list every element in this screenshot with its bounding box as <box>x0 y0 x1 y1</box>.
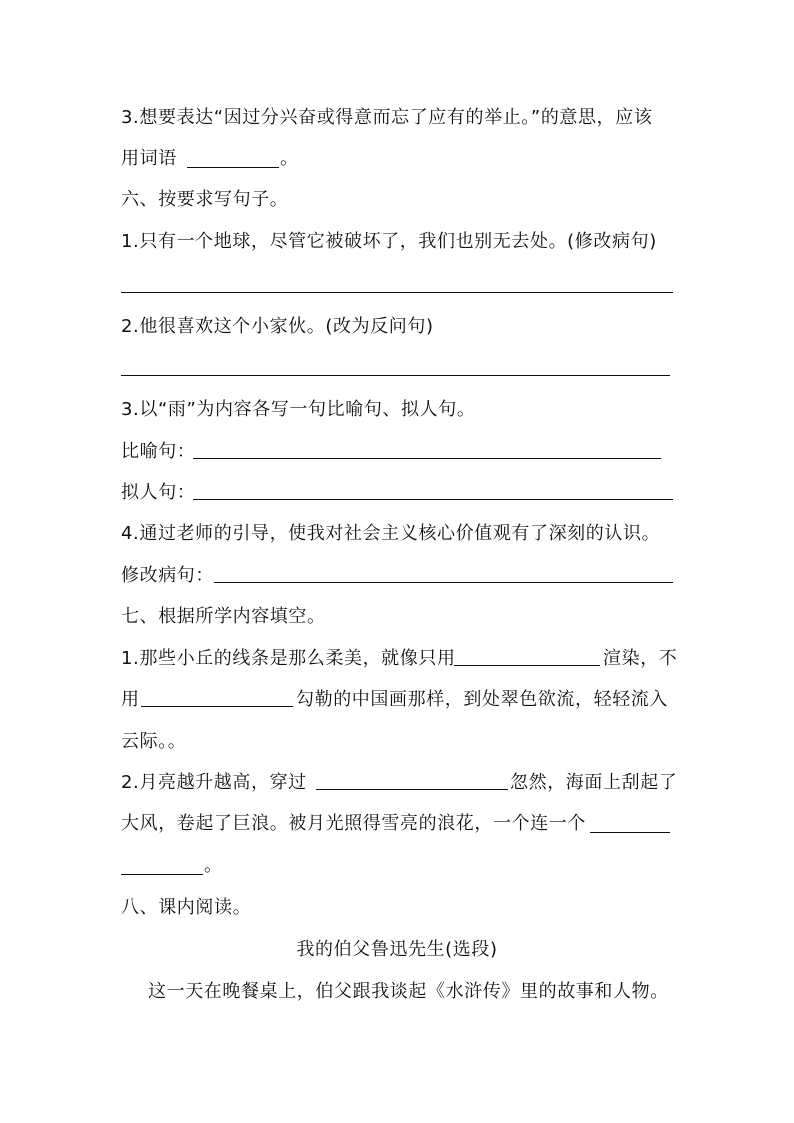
q5-3-line1: 3.想要表达“因过分兴奋或得意而忘了应有的举止。”的意思，应该 <box>121 107 653 128</box>
q6-3-personification-answer-line[interactable] <box>193 499 673 500</box>
q7-1-line3: 云际。。 <box>121 731 187 752</box>
q6-3-simile-label: 比喻句： <box>121 441 196 462</box>
q6-4-fix-label: 修改病句： <box>121 565 214 586</box>
q6-4-prompt: 4.通过老师的引导，使我对社会主义核心价值观有了深刻的认识。 <box>121 523 661 544</box>
q6-3-prompt: 3.以“雨”为内容各写一句比喻句、拟人句。 <box>121 399 476 420</box>
q6-1-prompt: 1.只有一个地球，尽管它被破坏了，我们也别无去处。(修改病句) <box>121 231 657 252</box>
q7-2-blank-2b[interactable] <box>121 874 203 875</box>
passage-title: 我的伯父鲁迅先生(选段) <box>296 939 498 960</box>
passage-paragraph-line1: 这一天在晚餐桌上，伯父跟我谈起《水浒传》里的故事和人物。 <box>148 981 669 1002</box>
section-6-title: 六、按要求写句子。 <box>121 189 289 210</box>
q6-3-simile-answer-line[interactable] <box>193 458 661 459</box>
q7-1-line2-start: 用 <box>121 689 140 710</box>
q7-2-blank-1[interactable] <box>316 789 508 790</box>
q7-1-blank-2[interactable] <box>141 706 293 707</box>
q7-1-line2-end: 勾勒的中国画那样，到处翠色欲流，轻轻流入 <box>296 689 668 710</box>
q7-1-line1-end: 渲染，不 <box>603 648 678 669</box>
q6-1-answer-line[interactable] <box>121 292 673 293</box>
q7-2-line3-suffix: 。 <box>204 855 223 876</box>
q6-3-personification-label: 拟人句： <box>121 482 196 503</box>
q6-4-fix-answer-line[interactable] <box>214 582 673 583</box>
q5-3-line2-prefix: 用词语 <box>121 148 177 169</box>
section-7-title: 七、根据所学内容填空。 <box>121 606 326 627</box>
q5-3-line2-suffix: 。 <box>280 148 299 169</box>
q7-2-line1-end: 忽然，海面上刮起了 <box>510 772 678 793</box>
q7-1-line1-start: 1.那些小丘的线条是那么柔美，就像只用 <box>121 648 456 669</box>
q6-2-prompt: 2.他很喜欢这个小家伙。(改为反问句) <box>121 316 434 337</box>
q7-1-blank-1[interactable] <box>454 665 600 666</box>
q5-3-answer-blank[interactable] <box>187 167 279 168</box>
q7-2-blank-2a[interactable] <box>590 832 670 833</box>
q6-2-answer-line[interactable] <box>121 375 670 376</box>
section-8-title: 八、课内阅读。 <box>121 897 252 918</box>
q7-2-line2: 大风，卷起了巨浪。被月光照得雪亮的浪花，一个连一个 <box>121 813 586 834</box>
q7-2-line1-start: 2.月亮越升越高，穿过 <box>121 772 307 793</box>
